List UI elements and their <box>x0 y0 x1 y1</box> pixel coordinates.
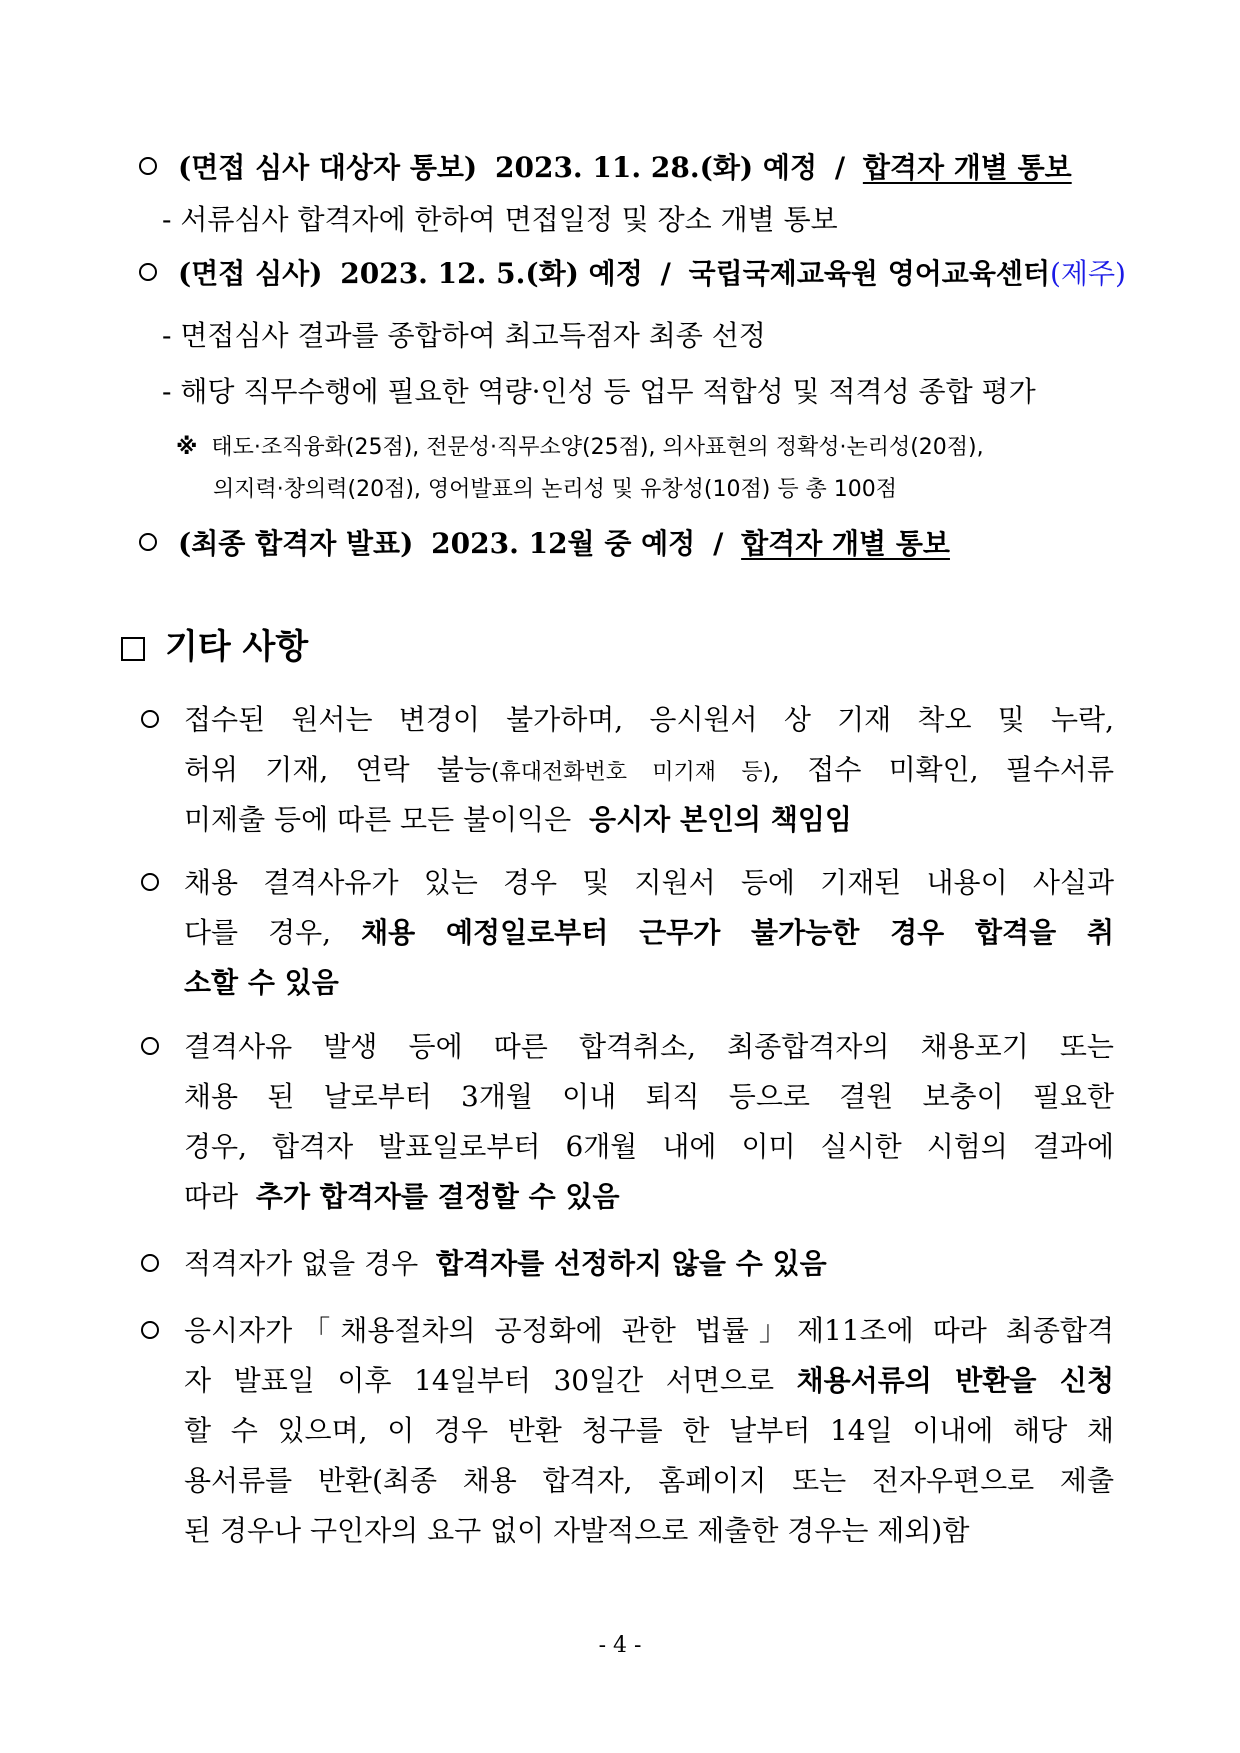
item5-line2 <box>184 1364 1114 1397</box>
interview-notice-line <box>178 151 1072 184</box>
item1-line2-c: , 접수 미확인, 필수서류 <box>771 753 1114 786</box>
item2-line2 <box>184 916 1115 949</box>
bullet-icon <box>139 263 157 281</box>
bullet-icon <box>141 873 159 891</box>
separator: / <box>834 151 846 184</box>
item5-line3: 할 수 있으며, 이 경우 반환 청구를 한 날부터 14일 이내에 해당 채 <box>184 1414 1114 1447</box>
score-note-line-1 <box>176 437 984 459</box>
item1-line2-paren: (휴대전화번호 미기재 등) <box>490 760 772 785</box>
item5-line2-b: 채용서류의 반환을 신청 <box>796 1364 1114 1397</box>
section-heading: 기타 사항 <box>165 627 309 667</box>
item1-line3-a: 미제출 등에 따른 모든 불이익은 <box>184 803 572 836</box>
item5-line4: 용서류를 반환(최종 채용 합격자, 홈페이지 또는 전자우편으로 제출 <box>184 1464 1114 1497</box>
interview-place-region: (제주) <box>1050 257 1126 290</box>
interview-notice-sub: - 서류심사 합격자에 한하여 면접일정 및 장소 개별 통보 <box>162 203 838 236</box>
item3-line4-a: 따라 <box>184 1180 239 1213</box>
item4-line1 <box>184 1247 827 1280</box>
bullet-icon <box>141 1254 159 1272</box>
item5-line1: 응시자가「채용절차의 공정화에 관한 법률」제11조에 따라 최종합격 <box>184 1314 1114 1347</box>
bullet-icon <box>141 710 159 728</box>
item1-line2 <box>184 753 1114 786</box>
item3-line1: 결격사유 발생 등에 따른 합격취소, 최종합격자의 채용포기 또는 <box>184 1030 1114 1063</box>
final-method: 합격자 개별 통보 <box>741 527 950 560</box>
item1-line1: 접수된 원서는 변경이 불가하며, 응시원서 상 기재 착오 및 누락, <box>184 703 1114 736</box>
item4-line1-a: 적격자가 없을 경우 <box>184 1247 419 1280</box>
item3-line3: 경우, 합격자 발표일로부터 6개월 내에 이미 실시한 시험의 결과에 <box>184 1130 1114 1163</box>
item2-line2-a: 다를 경우, <box>184 916 332 949</box>
bullet-icon <box>141 1037 159 1055</box>
section-square-icon <box>121 637 145 661</box>
bullet-icon <box>139 157 157 175</box>
final-date: 2023. 12월 중 예정 <box>431 527 696 560</box>
interview-sub-2: - 해당 직무수행에 필요한 역량·인성 등 업무 적합성 및 적격성 종합 평가 <box>162 375 1036 408</box>
interview-notice-date: 2023. 11. 28.(화) 예정 <box>495 151 817 184</box>
item3-line4 <box>184 1180 620 1213</box>
item4-line1-b: 합격자를 선정하지 않을 수 있음 <box>436 1247 827 1280</box>
item5-line2-a: 자 발표일 이후 14일부터 30일간 서면으로 <box>184 1364 774 1397</box>
item2-line3: 소할 수 있음 <box>184 966 339 999</box>
item1-line2-a: 허위 기재, 연락 불능 <box>184 753 491 786</box>
interview-line <box>178 257 1126 290</box>
final-label: (최종 합격자 발표) <box>178 527 414 560</box>
item1-line3 <box>184 803 852 836</box>
score-note-line-2: 의지력·창의력(20점), 영어발표의 논리성 및 유창성(10점) 등 총 100점 <box>213 477 898 502</box>
item2-line2-b: 채용 예정일로부터 근무가 불가능한 경우 합격을 취 <box>361 916 1115 949</box>
item5-line5: 된 경우나 구인자의 요구 없이 자발적으로 제출한 경우는 제외)함 <box>184 1514 970 1547</box>
bullet-icon <box>139 533 157 551</box>
item3-line2: 채용 된 날로부터 3개월 이내 퇴직 등으로 결원 보충이 필요한 <box>184 1080 1114 1113</box>
interview-place: 국립국제교육원 영어교육센터 <box>688 257 1050 290</box>
separator: / <box>713 527 724 560</box>
item1-line3-b: 응시자 본인의 책임임 <box>589 803 852 836</box>
interview-date: 2023. 12. 5.(화) 예정 <box>340 257 643 290</box>
note-mark: ※ <box>176 435 198 460</box>
item2-line1: 채용 결격사유가 있는 경우 및 지원서 등에 기재된 내용이 사실과 <box>184 866 1114 899</box>
separator: / <box>660 257 671 290</box>
interview-sub-1: - 면접심사 결과를 종합하여 최고득점자 최종 선정 <box>162 319 766 352</box>
interview-notice-label: (면접 심사 대상자 통보) <box>178 151 478 184</box>
bullet-icon <box>141 1321 159 1339</box>
page-number: - 4 - <box>598 1633 642 1658</box>
score-note-text-1: 태도·조직융화(25점), 전문성·직무소양(25점), 의사표현의 정확성·논리성(20점), <box>211 435 984 460</box>
item3-line4-b: 추가 합격자를 결정할 수 있음 <box>255 1180 620 1213</box>
interview-label: (면접 심사) <box>178 257 323 290</box>
final-line <box>178 527 950 560</box>
interview-notice-method: 합격자 개별 통보 <box>862 151 1072 184</box>
